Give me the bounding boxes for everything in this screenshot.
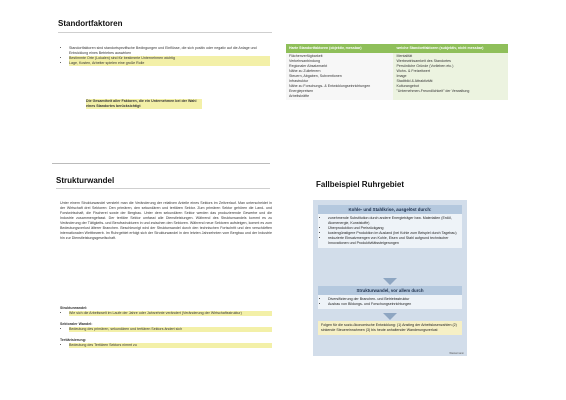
harte-item: Regionaler Absatzmarkt: [289, 64, 328, 68]
harte-item: Nähe zu Zulieferern: [289, 69, 321, 73]
bullet-3: • Lage, Kosten, Arbeiter spielen eine große Rolle: [69, 61, 270, 66]
def-text-tertiaer: • Bedeutung des Tertiären Sektors nimmt zu: [69, 343, 272, 348]
crisis-item: • Überproduktion und Preisrückgang: [328, 226, 459, 231]
bullet-2: • Bestimmte Orte (Lokalen) sind für bestimmte Unternehmen wichtig: [69, 56, 270, 61]
section-title-strukturwandel: Strukturwandel: [56, 176, 115, 185]
weiche-item: Stadtbild & Attraktivität: [396, 79, 433, 83]
weiche-item: Image: [396, 74, 407, 78]
harte-item: Nähe zu Forschungs- & Entwicklungseinrichtungen: [289, 84, 371, 88]
harte-item: Infrastruktur: [289, 79, 309, 83]
change-item: • Ausbau von Bildungs- und Forschungseinrichtungen: [328, 302, 459, 307]
strukturwandel-paragraph: Unter einem Strukturwandel versteht man die Veränderung der relativen Anteile eines Sektors im Zeitverlauf. Man unterscheidet in der Wirtschaft drei Sektoren: Den primären, den sekundären und tertiären Sektor. Zum primären Sektor gehören die Land- und Forstwirtschaft, die Fischerei sowie der Bergbau. Unter dem sekundären Sektor werden das produzierende Gewerbe und die Industrie zusammengefasst. Der tertiäre Sektor umfasst alle Dienstleistungen. Während des Strukturwandels kommt es zu Veränderung der Tätigkeits- und Berufsstrukturen in und zwischen den Sektoren. Während neue Sektoren aufsteigen, kommt es zum Bedeutungsverlust älterer Branchen. Beschleunigt wird der Strukturwandel durch den technischen Fortschritt und den verschärften internationalen Wettbewerb. Im Ruhrgebiet erfolgt sich der Strukturwandel in den letzten Jahrzehnten vom Bergbau und der Industrie hin zur Dienstleistungsgesellschaft.: [60, 201, 272, 240]
def-title-tertiaer: Tertiärisierung:: [60, 338, 87, 342]
weiche-item: Kulturangebot: [396, 84, 419, 88]
ruhrgebiet-diagram: [313, 200, 467, 356]
header-harte: Harte Standortfaktoren (objektiv, messbar): [286, 44, 393, 53]
def-title-strukturwandel: Strukturwandel:: [60, 306, 88, 310]
crisis-item: • kostengünstigere Produktion im Ausland (bei Kohle zum Beispiel durch Tagebau): [328, 231, 459, 236]
change-box: [318, 286, 462, 309]
weiche-item: Persönliche Gründe (Vorlieben etc.): [396, 64, 454, 68]
weiche-item: Werbewirksamkeit des Standortes: [396, 59, 451, 63]
divider: [56, 188, 270, 189]
harte-item: Flächenverfügbarkeit: [289, 54, 323, 58]
arrow-down-icon: [383, 313, 397, 320]
crisis-box: [318, 205, 462, 248]
change-item: • Diversifizierung der Branchen- und Betriebsstruktur: [328, 297, 459, 302]
section-title-standortfaktoren: Standortfaktoren: [58, 19, 123, 28]
harte-item: Arbeitskräfte: [289, 94, 310, 98]
definitions: [60, 306, 272, 348]
standort-bullets: [60, 46, 270, 66]
image-credit: Westermann: [449, 352, 464, 355]
bullet-1: • Standortfaktoren sind standortspezifische Bedingungen und Einflüsse, die sich positiv oder negativ auf die Anlage und Entwicklung eines Betriebes auswirken: [69, 46, 270, 56]
standort-note: Die Gesamtheit aller Faktoren, die ein Unternehmen bei der Wahl eines Standortes berücksichtigt: [86, 99, 202, 109]
case-title: Fallbeispiel Ruhrgebiet: [316, 180, 405, 189]
header-weiche: weiche Standortfaktoren (subjektiv, nicht messbar): [393, 44, 508, 53]
crisis-item: • reduzierte Einsatzmengen von Kohle, Eisen und Stahl aufgrund technischer Innovationen und Produktivitätssteigerungen: [328, 236, 459, 246]
crisis-item: • zunehmende Substitution durch andere Energieträger bzw. Materialien (Erdöl, Atomenergie, Kunststoffe): [328, 216, 459, 226]
divider: [58, 32, 272, 33]
change-head: Strukturwandel, vor allem durch: [318, 286, 462, 295]
harte-item: Energiepreisen: [289, 89, 314, 93]
weiche-item: "Unternehmen-Freundlichkeit" der Verwaltung: [396, 89, 470, 93]
page-divider: [52, 163, 270, 164]
consequences-box: Folgen für die sozio-ökonomische Entwicklung: (1) Anstieg der Arbeitslosenzahlen (2) sinkende Steuereinnahmen (3) bis heute anhaltender Wanderungsverlust: [318, 321, 462, 335]
arrow-down-icon: [383, 278, 397, 285]
def-text-strukturwandel: • Wie sich die Arbeitswelt im Laufe der Jahre oder Jahrzehnte verändert (Veränderung der Wirtschaftsstruktur): [69, 311, 272, 316]
def-title-sektoraler: Sektoraler Wandel:: [60, 322, 93, 326]
standortfaktoren-table: [286, 44, 508, 100]
harte-item: Steuern, Abgaben, Subventionen: [289, 74, 342, 78]
harte-item: Verkehrsanbindung: [289, 59, 320, 63]
weiche-item: Wohn- & Freizeitwert: [396, 69, 430, 73]
weiche-item: Mentalität: [396, 54, 413, 58]
crisis-head: Kohle- und Stahlkrise, ausgelöst durch:: [318, 205, 462, 214]
def-text-sektoraler: • Bedeutung des primären, sekundären und tertiären Sektors ändert sich: [69, 327, 272, 332]
